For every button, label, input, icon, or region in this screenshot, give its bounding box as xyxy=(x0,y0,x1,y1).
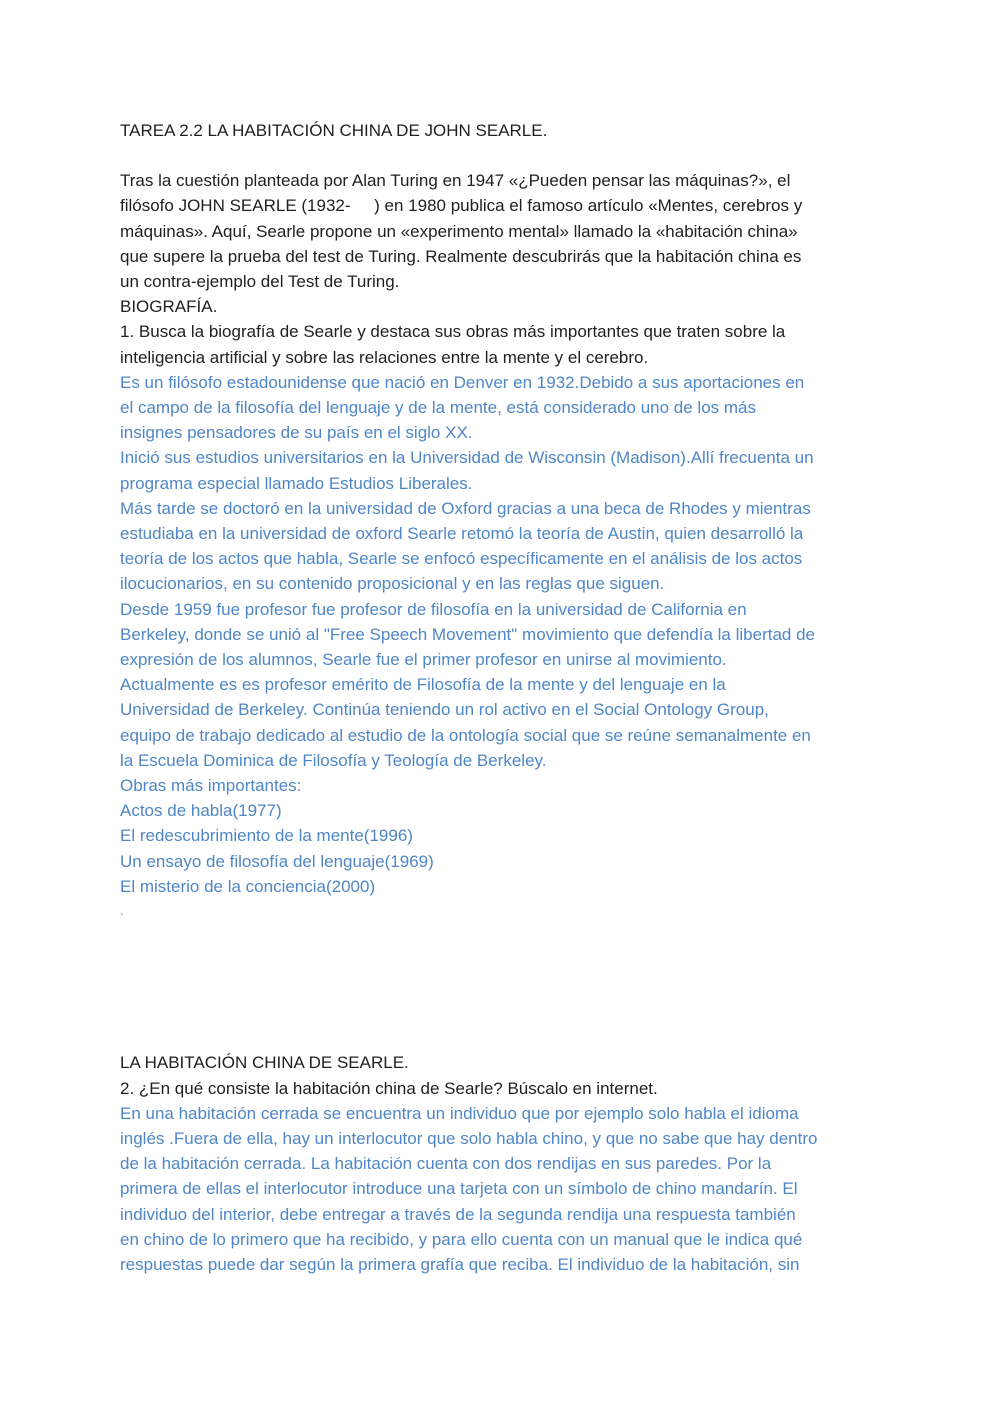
answer-line: individuo del interior, debe entregar a través de la segunda rendija una respuesta también xyxy=(120,1204,796,1224)
answer-line: estudiaba en la universidad de oxford Searle retomó la teoría de Austin, quien desarrolló la xyxy=(120,524,804,544)
intro-line: máquinas». Aquí, Searle propone un «experimento mental» llamado la «habitación china» xyxy=(120,221,798,241)
works-heading: Obras más importantes: xyxy=(120,776,302,796)
document-page xyxy=(120,118,890,1277)
answer-line: respuestas puede dar según la primera grafía que reciba. El individuo de la habitación, sin xyxy=(120,1254,800,1274)
answer-line: Desde 1959 fue profesor fue profesor de filosofía en la universidad de California en xyxy=(120,599,747,619)
work-item: El misterio de la conciencia(2000) xyxy=(120,876,376,896)
answer-line: primera de ellas el interlocutor introduce una tarjeta con un símbolo de chino mandarín. El xyxy=(120,1179,798,1199)
intro-line: filósofo JOHN SEARLE (1932- ) en 1980 publica el famoso artículo «Mentes, cerebros y xyxy=(120,196,803,216)
answer-1 xyxy=(120,370,890,924)
answer-line: Universidad de Berkeley. Continúa teniendo un rol activo en el Social Ontology Group, xyxy=(120,700,769,720)
answer-line: En una habitación cerrada se encuentra un individuo que por ejemplo solo habla el idioma xyxy=(120,1103,799,1123)
spacer xyxy=(120,924,890,1050)
answer-line: de la habitación cerrada. La habitación cuenta con dos rendijas en sus paredes. Por la xyxy=(120,1154,772,1174)
answer-line: Es un filósofo estadounidense que nació en Denver en 1932.Debido a sus aportaciones en xyxy=(120,372,805,392)
work-item: Un ensayo de filosofía del lenguaje(1969) xyxy=(120,851,434,871)
question-1 xyxy=(120,319,890,369)
answer-line: teoría de los actos que habla, Searle se enfocó específicamente en el análisis de los actos xyxy=(120,549,803,569)
question-line: 1. Busca la biografía de Searle y destaca sus obras más importantes que traten sobre la xyxy=(120,322,786,342)
answer-line: ilocucionarios, en su contenido proposicional y en las reglas que siguen. xyxy=(120,574,665,594)
stray-mark: . xyxy=(120,904,124,919)
answer-line: el campo de la filosofía del lenguaje y de la mente, está considerado uno de los más xyxy=(120,398,757,418)
answer-line: expresión de los alumnos, Searle fue el primer profesor en unirse al movimiento. xyxy=(120,650,727,670)
answer-line: la Escuela Dominica de Filosofía y Teología de Berkeley. xyxy=(120,750,547,770)
question-2: 2. ¿En qué consiste la habitación china de Searle? Búscalo en internet. xyxy=(120,1078,658,1098)
work-item: El redescubrimiento de la mente(1996) xyxy=(120,826,413,846)
document-title: TAREA 2.2 LA HABITACIÓN CHINA DE JOHN SEARLE. xyxy=(120,121,548,140)
question-line: inteligencia artificial y sobre las relaciones entre la mente y el cerebro. xyxy=(120,347,649,367)
intro-line: un contra-ejemplo del Test de Turing. xyxy=(120,272,400,292)
answer-line: insignes pensadores de su país en el siglo XX. xyxy=(120,423,473,443)
answer-line: Inició sus estudios universitarios en la Universidad de Wisconsin (Madison).Allí frecuenta un xyxy=(120,448,814,468)
answer-line: Actualmente es es profesor emérito de Filosofía de la mente y del lenguaje en la xyxy=(120,675,726,695)
answer-line: inglés .Fuera de ella, hay un interlocutor que solo habla chino, y que no sabe que hay dentro xyxy=(120,1128,818,1148)
intro-line: Tras la cuestión planteada por Alan Turing en 1947 «¿Pueden pensar las máquinas?», el xyxy=(120,171,791,191)
answer-line: equipo de trabajo dedicado al estudio de la ontología social que se reúne semanalmente en xyxy=(120,725,811,745)
section-heading-habitacion: LA HABITACIÓN CHINA DE SEARLE. xyxy=(120,1053,409,1073)
spacer xyxy=(120,143,890,168)
work-item: Actos de habla(1977) xyxy=(120,801,282,821)
answer-line: Más tarde se doctoró en la universidad de Oxford gracias a una beca de Rhodes y mientras xyxy=(120,498,811,518)
answer-2 xyxy=(120,1101,890,1277)
answer-line: Berkeley, donde se unió al "Free Speech Movement" movimiento que defendía la libertad de xyxy=(120,624,815,644)
intro-line: que supere la prueba del test de Turing. Realmente descubrirás que la habitación china es xyxy=(120,246,802,266)
section-heading-biografia: BIOGRAFÍA. xyxy=(120,297,218,317)
answer-line: en chino de lo primero que ha recibido, y para ello cuenta con un manual que le indica qué xyxy=(120,1229,803,1249)
intro-paragraph xyxy=(120,168,890,294)
answer-line: programa especial llamado Estudios Liberales. xyxy=(120,473,473,493)
